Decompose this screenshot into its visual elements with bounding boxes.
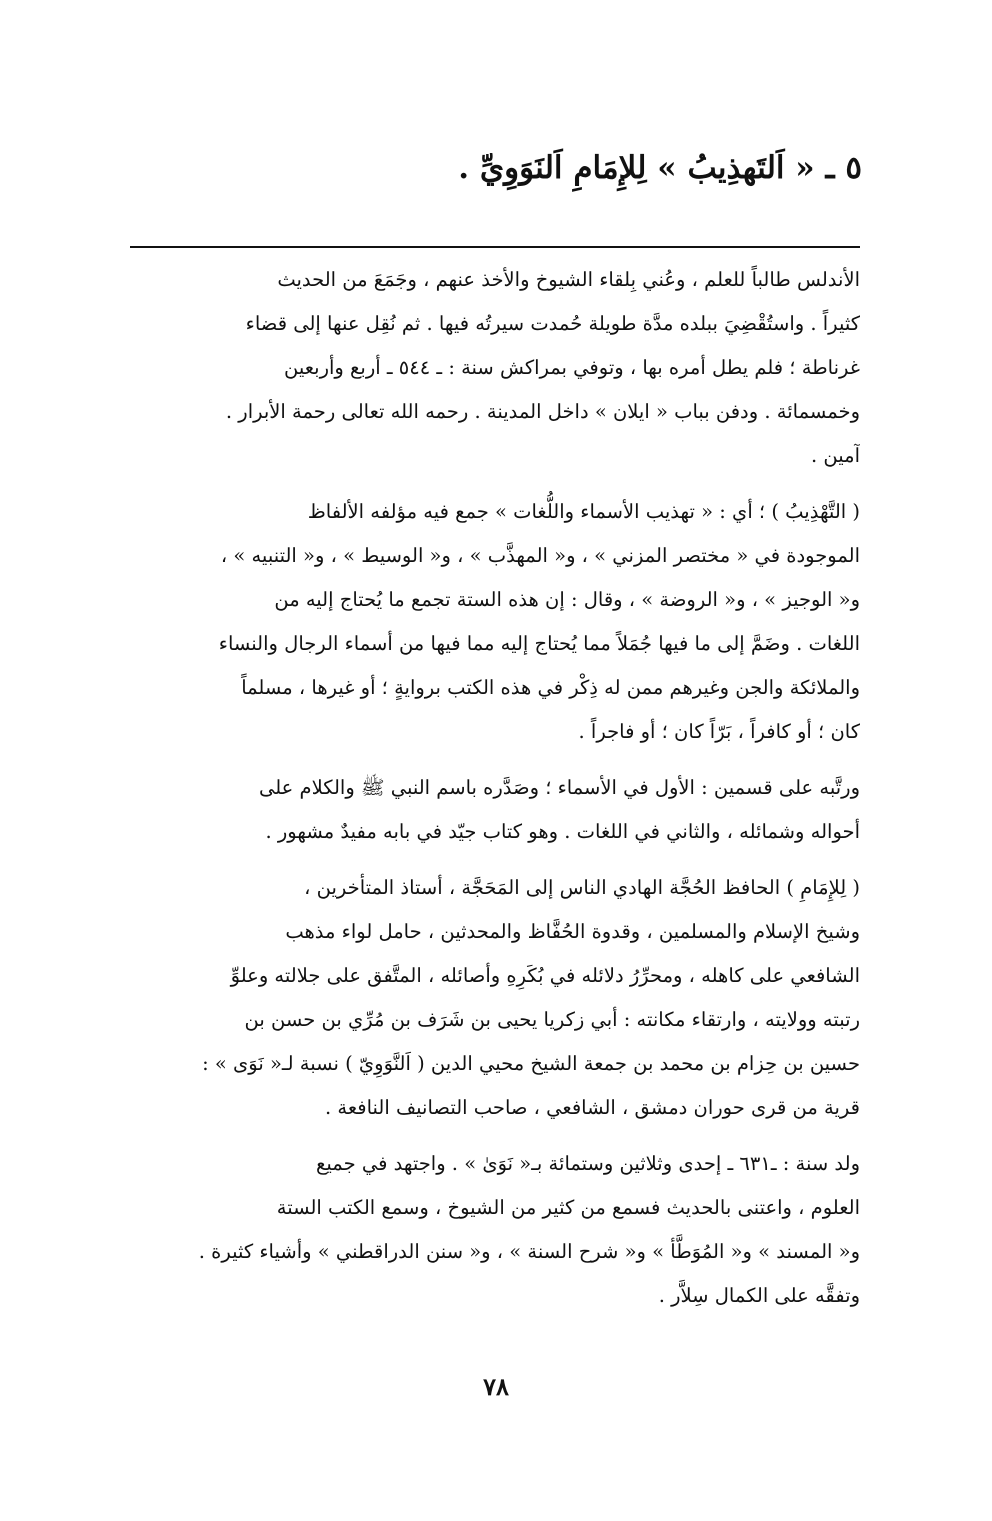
- text-line: وتفقَّه على الكمال سِلاَّر .: [658, 1284, 860, 1307]
- paragraph-gap: [130, 854, 860, 866]
- text-line: ( التَّهْذِيبُ ) ؛ أي : « تهذيب الأسماء واللُّغات » جمع فيه مؤلفه الألفاظ: [307, 500, 860, 523]
- text-line: و« الوجيز » ، و« الروضة » ، وقال : إن هذه الستة تجمع ما يُحتاج إليه من: [274, 588, 860, 611]
- text-line: الشافعي على كاهله ، ومحرِّرُ دلائله في بُكَرِهِ وأصائله ، المتَّفق على جلالته وعلوِّ: [230, 964, 860, 987]
- text-line: الموجودة في « مختصر المزني » ، و« المهذَّب » ، و« الوسيط » ، و« التنبيه » ،: [220, 544, 860, 567]
- paragraph-gap: [130, 754, 860, 766]
- text-line: كثيراً . واستُقْضِيَ ببلده مدَّة طويلة حُمدت سيرتُه فيها . ثم نُقِل عنها إلى قضاء: [245, 312, 860, 335]
- text-line: رتبته وولايته ، وارتقاء مكانته : أبي زكريا يحيى بن شَرَف بن مُرِّي بن حسن بن: [244, 1008, 860, 1031]
- paragraph-4: [130, 866, 860, 1130]
- text-line: الأندلس طالباً للعلم ، وعُني بِلقاء الشيوخ والأخذ عنهم ، وجَمَعَ من الحديث: [277, 268, 860, 291]
- text-line: غرناطة ؛ فلم يطل أمره بها ، وتوفي بمراكش سنة : ـ ٥٤٤ ـ أربع وأربعين: [284, 356, 860, 379]
- text-line: كان ؛ أو كافراً ، بَرّاً كان ؛ أو فاجراً .: [578, 720, 860, 743]
- text-line: ولد سنة : ـ٦٣١ ـ إحدى وثلاثين وستمائة بـ« نَوَىٰ » . واجتهد في جميع: [316, 1152, 860, 1175]
- text-line: والملائكة والجن وغيرهم ممن له ذِكْر في هذه الكتب بروايةٍ ؛ أو غيرها ، مسلماً: [241, 676, 860, 699]
- text-line: ( لِلإِمَامِ ) الحافظ الحُجَّة الهادي الناس إلى المَحَجَّة ، أستاذ المتأخرين ،: [304, 876, 860, 899]
- paragraph-1: [130, 258, 860, 478]
- text-line: آمين .: [811, 444, 860, 467]
- text-line: وشيخ الإسلام والمسلمين ، وقدوة الحُفَّاظ والمحدثين ، حامل لواء مذهب: [285, 920, 860, 943]
- text-line: حسين بن حِزام بن محمد بن جمعة الشيخ محيي الدين ( اَلنَّوَوِيّ ) نسبة لـ« نَوَى » :: [202, 1052, 860, 1075]
- heading-divider: [130, 246, 860, 248]
- paragraph-2: [130, 490, 860, 754]
- paragraph-gap: [130, 1130, 860, 1142]
- text-line: قرية من قرى حوران دمشق ، الشافعي ، صاحب التصانيف النافعة .: [325, 1096, 860, 1119]
- paragraph-5: [130, 1142, 860, 1318]
- paragraph-gap: [130, 478, 860, 490]
- text-line: اللغات . وضَمَّ إلى ما فيها جُمَلاً مما يُحتاج إليه مما فيها من أسماء الرجال والنساء: [218, 632, 860, 655]
- text-line: أحواله وشمائله ، والثاني في اللغات . وهو كتاب جيّد في بابه مفيدٌ مشهور .: [265, 820, 860, 843]
- text-line: ورتَّبه على قسمين : الأول في الأسماء ؛ وصَدَّره باسم النبي ﷺ والكلام على: [258, 776, 860, 799]
- text-line: وخمسمائة . ودفن بباب « ايلان » داخل المدينة . رحمه الله تعالى رحمة الأبرار .: [225, 400, 860, 423]
- text-line: و« المسند » و« المُوَطَّأ » و« شرح السنة » ، و« سنن الدراقطني » وأشياء كثيرة .: [198, 1240, 860, 1263]
- page-number: ٧٨: [483, 1372, 509, 1401]
- paragraph-3: [130, 766, 860, 854]
- text-line: العلوم ، واعتنى بالحديث فسمع من كثير من الشيوخ ، وسمع الكتب الستة: [276, 1196, 860, 1219]
- body-text: [130, 258, 860, 1318]
- section-heading: ٥ ـ « اَلتَهذِيبُ » لِلإِمَامِ اَلنَوَوِيِّ .: [458, 150, 862, 186]
